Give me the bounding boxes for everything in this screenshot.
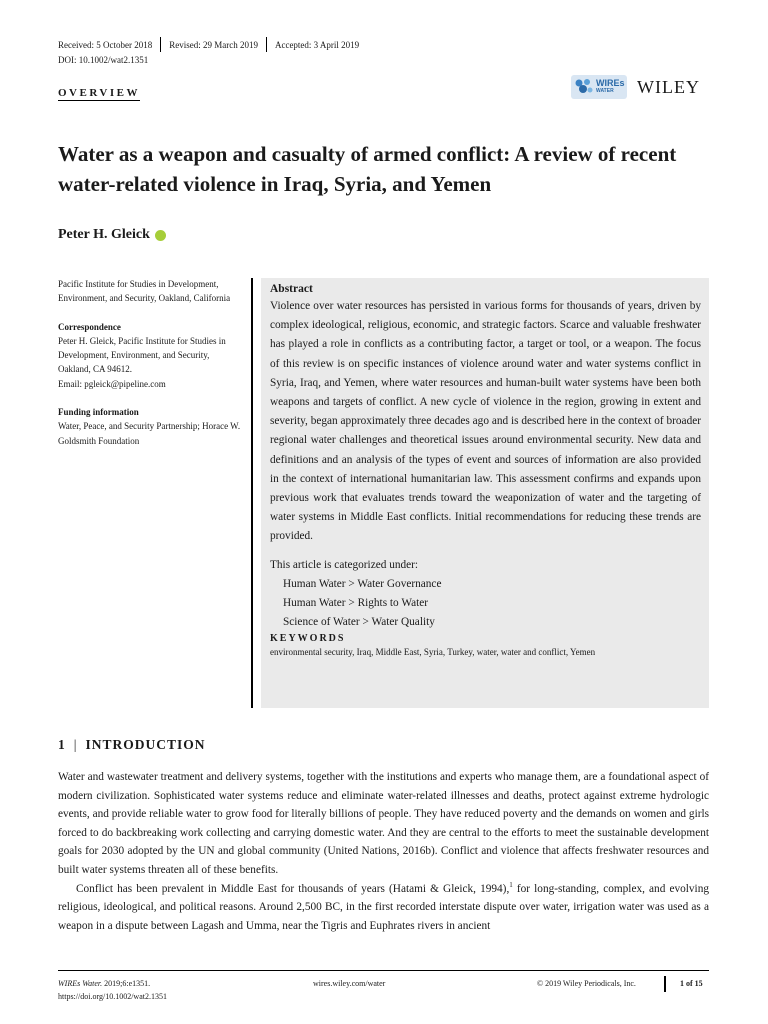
section-label: OVERVIEW — [58, 87, 140, 99]
email[interactable]: Email: pgleick@pipeline.com — [58, 378, 166, 389]
categorized-label: This article is categorized under: — [270, 558, 419, 571]
footer-copyright: © 2019 Wiley Periodicals, Inc. — [537, 979, 636, 988]
divider — [251, 278, 253, 708]
keywords-heading: KEYWORDS — [270, 633, 346, 645]
wiley-logo: WILEY — [637, 77, 700, 97]
article-dates — [58, 37, 367, 52]
correspondence-heading: Correspondence — [58, 321, 121, 332]
category-item: Science of Water > Water Quality — [283, 616, 435, 629]
abstract-box — [261, 278, 709, 708]
category-item: Human Water > Rights to Water — [283, 597, 429, 610]
footer-doi-link[interactable]: https://doi.org/10.1002/wat2.1351 — [58, 992, 167, 1001]
wires-logo — [571, 75, 627, 99]
author-name: Peter H. Gleick — [58, 227, 150, 242]
water-drops-icon — [574, 78, 594, 96]
wires-logo-text: WIREs WATER — [596, 78, 625, 94]
footer-citation: WIREs Water. 2019;6:e1351. — [58, 979, 151, 988]
accepted-date: Accepted: 3 April 2019 — [274, 39, 360, 50]
page-number: 1 of 15 — [680, 979, 703, 988]
keywords: environmental security, Iraq, Middle East, Syria, Turkey, water, water and conflict, Yemen — [270, 647, 596, 658]
section-heading — [58, 737, 205, 753]
funding-heading: Funding information — [58, 407, 139, 418]
abstract-text: Violence over water resources has persisted in various forms for thousands of years, driven by complex ideological, religious, economic, and strategic factors. Scarce and valuable freshwater has played a role in conflicts as a contributing factor, a target or tool, or a weapon. The focus of this review is on specific instances of violence around water and water systems conflict in Syria, Iraq, and Yemen, where water resources and human-built water systems have been both weapons and targets of conflict. A new cycle of violence in the region, growing in extent and severity, began approximately three decades ago and is described here in the context of broader regional water challenges and theoretical issues around environmental security. New data and definitions and an analysis of the types of event and sources of information are also provided in the context of international humanitarian law. This assessment confirms and expands upon previous work that evaluates trends toward the weaponization of water and the targeting of water systems in Middle East conflicts. Initial recommendations for reducing these trends are provided. — [270, 300, 701, 543]
funding-text: Water, Peace, and Security Partnership; Horace W. Goldsmith Foundation — [58, 421, 241, 446]
abstract-heading: Abstract — [270, 283, 313, 295]
footer-site-link[interactable]: wires.wiley.com/water — [313, 979, 386, 988]
revised-date: Revised: 29 March 2019 — [169, 39, 258, 50]
author — [58, 227, 166, 243]
paragraph: Conflict has been prevalent in Middle East for thousands of years (Hatami & Gleick, 1994),$^1$ for long-standing, complex, and evolving religious, ideological, and political reasons. Around 2,500 BC, in the first recorded interstate dispute over water, irrigation water was used as a weapon in a dispute between Lagash and Umma, near the Tigris and Euphrates rivers in ancient — [58, 880, 709, 932]
received-date: Received: 5 October 2018 — [58, 39, 153, 50]
section-number: 1 — [58, 737, 66, 752]
author-info-sidebar — [58, 277, 244, 448]
paragraph: Water and wastewater treatment and delivery systems, together with the institutions and experts who manage them, are a foundational aspect of modern civilization. Sophisticated water systems reduce and eliminate water-related illnesses and deaths, protect against extreme hydrologic events, and provide reliable water to grow food for literally billions of people. They have reduced poverty and the demands on women and girls forced to do backbreaking work collecting and carrying domestic water. And they are central to the efforts to meet the sustainable development goals for 2030 adopted by the UN and global community (United Nations, 2016b). Conflict and violence that affects freshwater resources and built water systems threaten all of these benefits. — [58, 771, 709, 876]
affiliation: Pacific Institute for Studies in Development, Environment, and Security, Oakland, California — [58, 279, 231, 304]
divider — [664, 976, 666, 992]
correspondence-text: Peter H. Gleick, Pacific Institute for Studies in Development, Environment, and Security, Oakland, CA 94612. — [58, 335, 226, 375]
footer-divider — [58, 970, 709, 971]
body-text — [58, 768, 709, 935]
article-title: Water as a weapon and casualty of armed conflict: A review of recent water-related violence in Iraq, Syria, and Yemen — [58, 142, 677, 196]
section-title: INTRODUCTION — [85, 737, 206, 752]
category-item: Human Water > Water Governance — [283, 577, 442, 590]
doi: DOI: 10.1002/wat2.1351 — [58, 55, 149, 65]
footnote-marker[interactable]: 1 — [509, 880, 513, 889]
section-separator: | — [73, 737, 78, 752]
orcid-icon[interactable] — [155, 230, 166, 241]
